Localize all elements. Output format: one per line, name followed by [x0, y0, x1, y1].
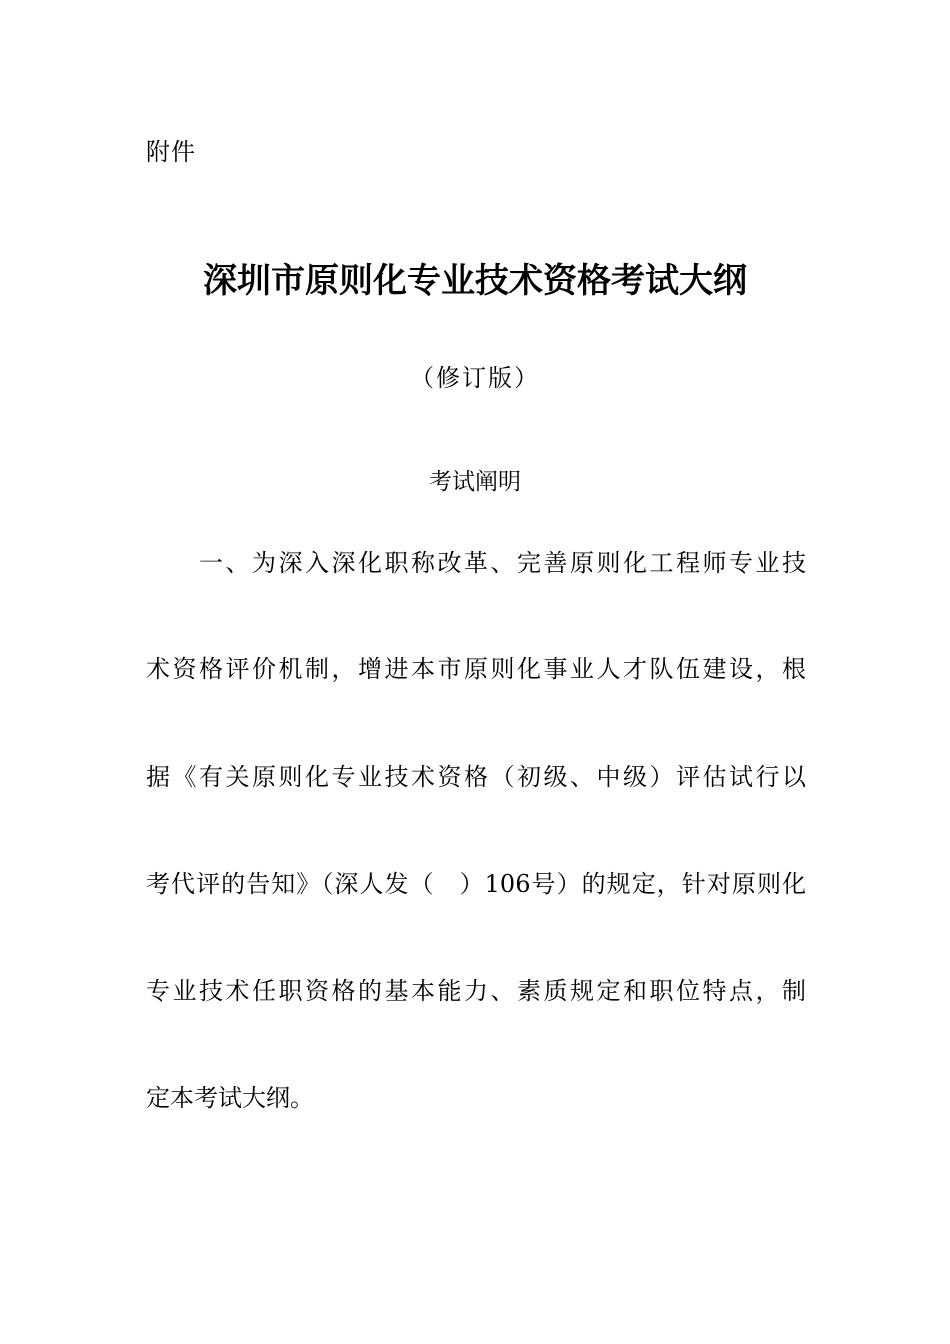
paragraph-line: 考代评的告知》（深人发（ ）106号）的规定，针对原则化 [146, 870, 806, 898]
paragraph-line: 定本考试大纲。 [146, 1084, 314, 1112]
paragraph-line: 专业技术任职资格的基本能力、素质规定和职位特点，制 [146, 977, 806, 1005]
paragraph-line: 据《有关原则化专业技术资格（初级、中级）评估试行以 [146, 763, 806, 791]
document-subtitle: （修订版） [410, 364, 540, 392]
paragraph-line: 一、为深入深化职称改革、完善原则化工程师专业技 [146, 549, 806, 577]
section-heading: 考试阐明 [429, 469, 521, 495]
document-title: 深圳市原则化专业技术资格考试大纲 [203, 261, 747, 301]
attachment-label: 附件 [146, 138, 196, 166]
paragraph-line: 术资格评价机制，增进本市原则化事业人才队伍建设，根 [146, 655, 806, 683]
